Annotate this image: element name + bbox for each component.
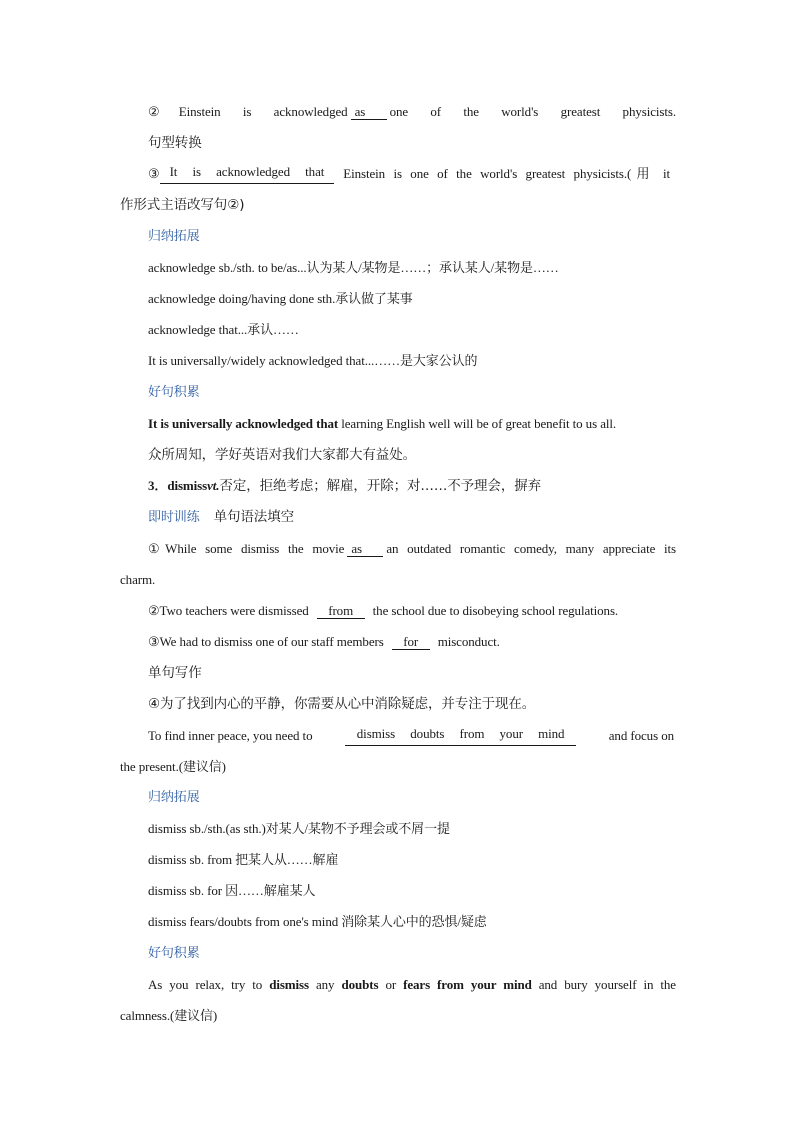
answer-blank: for [392,634,430,650]
exercise-1-dismiss: ①While some dismiss the movie as an outdated romantic comedy, many appreciate its [148,541,676,556]
answer-blank: as [351,104,387,120]
exercise-4-dismiss: To find inner peace, you need to dismiss doubts from your mind and focus on [148,726,674,746]
entry-word: dismiss [167,478,208,493]
summary-item: dismiss sb./sth.(as sth.)对某人/某物不予理会或不屑一提 [148,821,450,836]
heading-good-sentence: 好句积累 [148,946,200,961]
answer-blank: It is acknowledged that [160,164,335,184]
summary-item: dismiss sb. for 因……解雇某人 [148,883,316,898]
heading-good-sentence: 好句积累 [148,385,200,400]
summary-item: acknowledge that...承认…… [148,322,299,337]
exercise-4-prompt: ④为了找到内心的平静，你需要从心中消除疑虑，并专注于现在。 [148,696,536,712]
summary-item: It is universally/widely acknowledged that...……是大家公认的 [148,353,478,368]
part-of-speech: vt. [207,478,220,493]
exercise-3-continuation: 作形式主语改写句②) [120,197,245,213]
heading-practice: 即时训练 单句语法填空 [148,509,295,525]
exercise-4-continuation: the present.(建议信) [120,759,226,774]
summary-item: dismiss sb. from 把某人从……解雇 [148,852,339,867]
exercise-2-acknowledge: ②Einstein is acknowledged as one of the world's greatest physicists. [148,104,676,119]
entry-dismiss: 3．dismissvt.否定，拒绝考虑；解雇，开除；对……不予理会，摒弃 [148,478,542,494]
exercise-3-acknowledge: ③ It is acknowledged that Einstein is one of the world's greatest physicists.(用 it [148,164,670,184]
answer-blank: as [347,541,383,557]
good-sentence-continuation: calmness.(建议信) [120,1008,218,1023]
exercise-1-continuation: charm. [120,572,156,587]
heading-sentence-transform: 句型转换 [148,135,202,151]
good-sentence-translation: 众所周知，学好英语对我们大家都大有益处。 [148,447,416,463]
good-sentence: As you relax, try to dismiss any doubts or fears from your mind and bury yourself in the [148,977,676,992]
exercise-number: ③ [148,166,160,181]
heading-summary: 归纳拓展 [148,790,200,805]
exercise-3-dismiss: ③We had to dismiss one of our staff members for misconduct. [148,634,500,649]
good-sentence: It is universally acknowledged that learning English well will be of great benefit to us all. [148,416,617,431]
heading-summary: 归纳拓展 [148,229,200,244]
summary-item: acknowledge sb./sth. to be/as...认为某人/某物是……；承认某人/某物是…… [148,260,559,275]
heading-writing: 单句写作 [148,665,202,681]
summary-item: dismiss fears/doubts from one's mind 消除某人心中的恐惧/疑虑 [148,914,487,929]
answer-blank: dismiss doubts from your mind [345,726,577,746]
exercise-2-dismiss: ②Two teachers were dismissed from the school due to disobeying school regulations. [148,603,619,618]
answer-blank: from [317,603,365,619]
entry-meaning: 否定，拒绝考虑；解雇，开除；对……不予理会，摒弃 [219,478,542,494]
summary-item: acknowledge doing/having done sth.承认做了某事 [148,291,413,306]
